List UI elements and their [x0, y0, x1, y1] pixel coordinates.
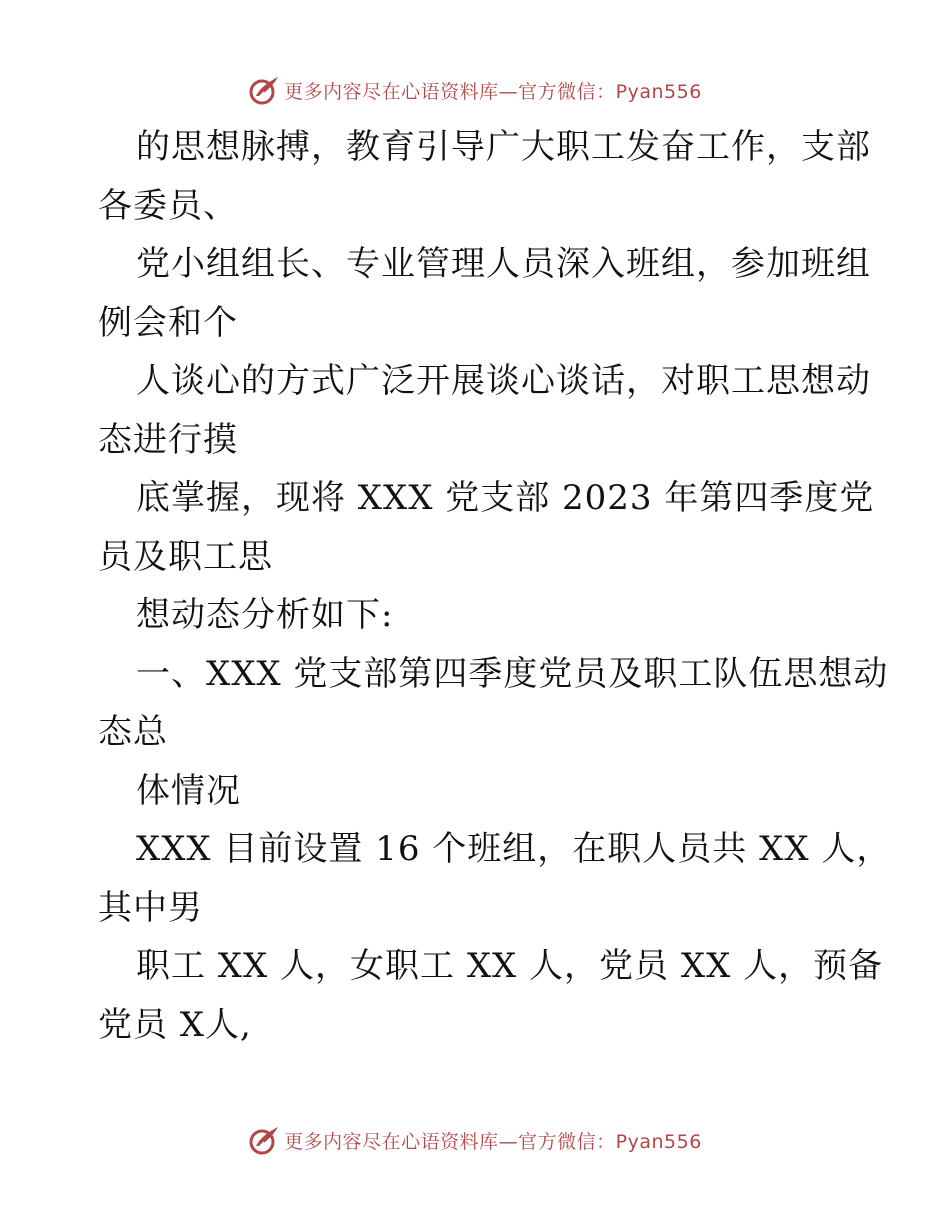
section-heading-cont: 体情况: [136, 770, 241, 811]
body-line: 人谈心的方式广泛开展谈心谈话，对职工思想动: [136, 361, 871, 401]
body-line: 的思想脉搏，教育引导广大职工发奋工作，支部: [136, 127, 871, 167]
body-line: 例会和个: [98, 302, 238, 343]
body-line: 态进行摸: [98, 419, 238, 460]
footer-banner: [0, 1120, 950, 1160]
document-body: [98, 118, 892, 1054]
body-line: 各委员、: [98, 185, 238, 226]
header-banner: [0, 70, 950, 110]
section-heading: 一、XXX 党支部第四季度党员及职工队伍思想动: [136, 653, 889, 694]
body-line: 党小组组长、专业管理人员深入班组，参加班组: [136, 244, 871, 284]
body-line: 想动态分析如下:: [136, 595, 394, 635]
body-line: 员及职工思: [98, 536, 273, 577]
body-line: 其中男: [98, 887, 203, 928]
body-line: 底掌握，现将 XXX 党支部 2023 年第四季度党: [136, 478, 875, 518]
body-line: 党员 X人,: [98, 1004, 252, 1045]
body-line: XXX 目前设置 16 个班组，在职人员共 XX 人，: [136, 829, 892, 869]
quill-logo-icon: [248, 74, 280, 106]
banner-text: 更多内容尽在心语资料库—官方微信：Pyan556: [284, 1130, 702, 1153]
section-heading-cont: 态总: [98, 712, 168, 752]
banner-text: 更多内容尽在心语资料库—官方微信：Pyan556: [284, 80, 702, 103]
quill-logo-icon: [248, 1124, 280, 1156]
body-line: 职工 XX 人，女职工 XX 人，党员 XX 人，预备: [136, 946, 884, 986]
